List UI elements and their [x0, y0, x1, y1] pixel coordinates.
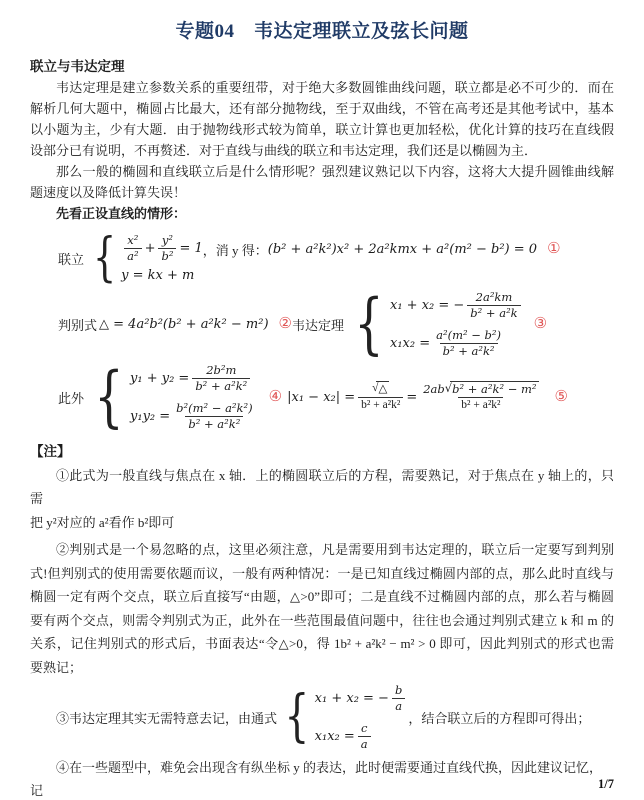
circled-1-badge: ①	[547, 240, 561, 257]
sqrt-icon: √ △	[372, 381, 389, 397]
circled-2-badge: ②	[278, 315, 292, 332]
equation-continuation	[203, 232, 561, 266]
text-line: 那么一般的椭圆和直线联立后是什么情形呢？强烈建议熟记以下内容，这将大大提升圆锥曲线解	[56, 164, 614, 179]
system-lines	[121, 233, 203, 283]
fraction: $\frac{\text{b²(m² − a²k²)}}{\text{b² + a²k²}}$	[176, 400, 253, 431]
system-line	[130, 401, 259, 432]
lhs: y₁y₂ =	[130, 408, 171, 424]
equation-general-vieta	[277, 683, 408, 752]
page-title: 专题04 韦达定理联立及弦长问题	[175, 21, 469, 42]
text-line: ②判别式是一个易忽略的点，这里必须注意，凡是需要用到韦达定理的，联立后一定要写到判别	[56, 542, 614, 557]
equation-row-extra-distance	[30, 363, 614, 432]
note-1	[30, 464, 614, 535]
system-line	[315, 683, 409, 714]
note-3	[56, 683, 614, 752]
circled-3-badge: ③	[533, 315, 548, 332]
equation-label: 判别式	[58, 317, 98, 333]
system-lines	[390, 290, 524, 359]
circled-4-badge: ④	[268, 388, 283, 405]
system-line	[130, 363, 259, 394]
lhs: x₁x₂ =	[314, 728, 355, 744]
note-text: ，结合联立后的方程即可得出；	[408, 710, 591, 726]
system-lines	[130, 363, 259, 432]
intro-paragraph-2	[30, 161, 614, 203]
equals-one: = 1	[179, 241, 203, 256]
system-line	[390, 328, 524, 359]
text-line: 式!但判别式的使用需要依题而议，一般有两种情况：一是已知直线过椭圆内部的点，那么此时直线与	[30, 565, 614, 581]
note-4	[30, 756, 614, 800]
text-line: 把 y²对应的 a²看作 b²即可	[30, 514, 175, 530]
fraction: $\frac{\text{x²}}{\text{a²}}$	[124, 233, 141, 264]
text-line: 要熟记；	[30, 659, 83, 675]
fraction: √ $\frac{\triangle}{\text{b² + a²k²}}$	[358, 381, 403, 413]
operator: +	[144, 241, 156, 256]
equation-system	[58, 232, 203, 284]
equation-discriminant	[58, 315, 292, 334]
section-heading: 联立与韦达定理	[30, 59, 125, 74]
text-line: 关系，记住判别式的形式后，书面表达“令△>0，得 1b² + a²k² − m² > 0 即可，因此判别式的形式也需	[30, 636, 614, 651]
system-line	[315, 721, 409, 752]
system-line	[390, 290, 524, 321]
equation-vieta	[292, 290, 547, 359]
lhs: x₁ + x₂ = −	[390, 297, 465, 313]
fraction: $\frac{c}{a}$	[358, 721, 371, 752]
equation-extra	[58, 363, 282, 432]
left-brace	[94, 364, 123, 430]
equation-row-discriminant-vieta	[30, 290, 614, 359]
fraction: $\frac{\text{y²}}{\text{b²}}$	[158, 233, 176, 264]
text-line: 以小题为主，少有大题．由于抛物线形式较为简单，联立计算也更加轻松，优化计算的技巧在直线假	[30, 122, 614, 137]
sqrt-icon: √ b² + a²k² − m²	[445, 381, 539, 397]
equation-joint	[58, 232, 614, 284]
fraction: $\frac{\text{a²(m² − b²)}}{\text{b² + a²k²}}$	[436, 327, 501, 358]
intro-paragraph-1	[30, 77, 614, 161]
lhs: y₁ + y₂ =	[130, 370, 190, 386]
text-line: ①此式为一般直线与焦点在 x 轴．上的椭圆联立后的方程，需要熟记，对于焦点在 y 轴上的，只需	[30, 467, 614, 506]
connector-text: ，消 y 得：	[202, 242, 268, 258]
note-2	[30, 538, 614, 679]
fraction: $\frac{\text{2b²m}}{\text{b² + a²k²}}$	[192, 363, 250, 394]
text-line: ④在一些题型中，难免会出现含有纵坐标 y 的表达，此时便需要通过直线代换，因此建议记忆，记	[30, 759, 603, 799]
text-line: 韦达定理是建立参数关系的重要纽带，对于绝大多数圆锥曲线问题，联立都是必不可少的．而在	[56, 80, 614, 95]
equation-label: 联立	[58, 251, 85, 267]
text-line: 解析几何大题中，椭圆占比最大，还有部分抛物线，至于双曲线，不管在高考还是其他考试中，基本	[30, 101, 614, 116]
equation-label: 此外	[58, 390, 85, 406]
text-line: 题速度以及降低计算失误！	[30, 185, 187, 200]
equals-sign: =	[406, 389, 418, 405]
notes-heading: 【注】	[30, 443, 71, 459]
left-brace	[93, 232, 116, 284]
fraction: 2ab √ b² + a²k² − m² b² + a²k²	[420, 381, 541, 413]
lhs: x₁ + x₂ = −	[314, 690, 389, 706]
lead-line: 先看正设直线的情形：	[56, 206, 187, 221]
equation-distance	[287, 381, 568, 413]
equation-label: 韦达定理	[291, 317, 344, 333]
note-text: ③韦达定理其实无需特意去记，由通式	[56, 710, 278, 726]
left-brace	[354, 291, 383, 357]
lhs: x₁x₂ =	[390, 335, 431, 351]
text-line: 设部分已有说明，不再赘述．对于直线与曲线的联立和韦达定理，我们还是以椭圆为主．	[30, 143, 538, 158]
fraction: $\frac{b}{a}$	[392, 683, 405, 714]
left-brace	[284, 689, 309, 745]
circled-5-badge: ⑤	[554, 388, 568, 405]
system-line	[121, 233, 203, 264]
page-number: 1/7	[598, 777, 614, 791]
text-line: 椭圆一定有两个交点，联立后直接写“由题，△>0”即可；二是直线不过椭圆内部的点，那么若与椭圆	[30, 589, 614, 604]
discriminant-expression: △ = 4a²b²(b² + a²k² − m²)	[99, 316, 269, 332]
system-line: y = kx + m	[121, 267, 195, 283]
lhs: |x₁ − x₂| =	[287, 389, 356, 405]
expanded-equation: (b² + a²k²)x² + 2a²kmx + a²(m² − b²) = 0	[267, 241, 538, 257]
system-lines	[315, 683, 409, 752]
text-line: 要有两个交点，则需令判别式为正，此外在一些范围最值问题中，往往也会通过判别式建立 k 和 m 的	[30, 612, 614, 628]
fraction: $\frac{\text{2a²km}}{\text{b² + a²k}}$	[467, 290, 520, 321]
